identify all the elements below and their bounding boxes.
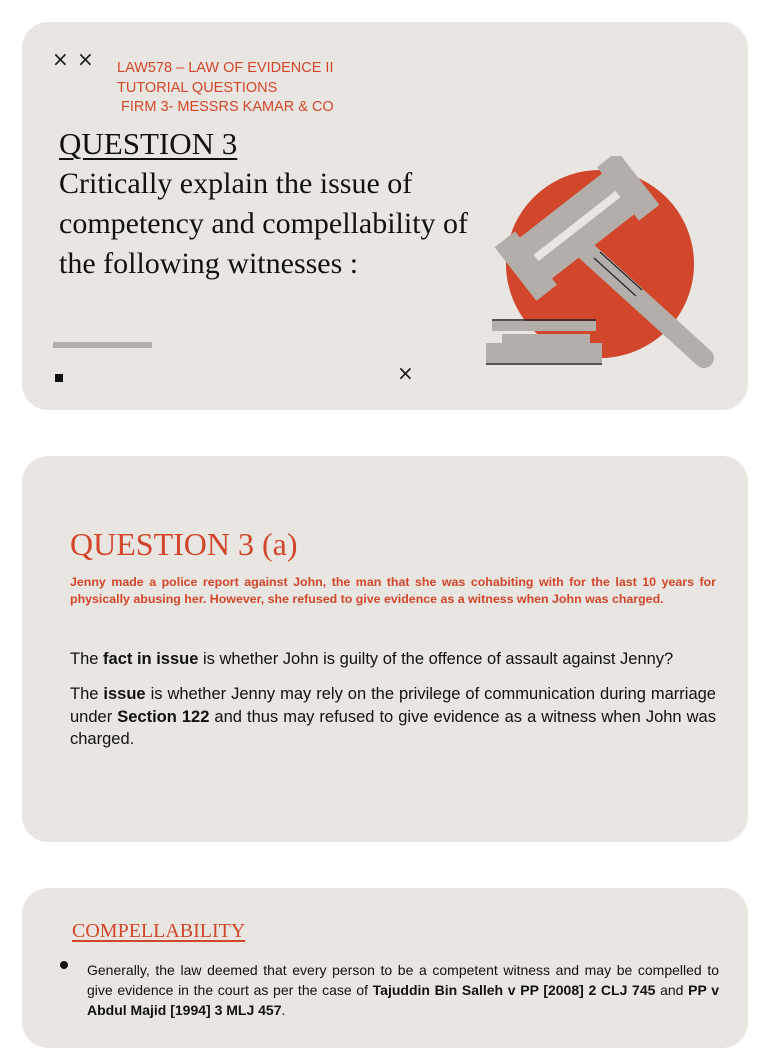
- list-item: Generally, the law deemed that every person to be a competent witness and may be compelled to give evidence in the court as per the case of Tajuddin Bin Salleh v PP [2008] 2 CLJ 745 and PP v Abdul Majid [1994] 3 MLJ 457.: [87, 962, 720, 1018]
- close-icon: ×: [52, 47, 69, 71]
- slide-question-3: [22, 22, 748, 410]
- bullet-icon: [60, 961, 68, 969]
- issue-paragraph: The issue is whether Jenny may rely on the privilege of communication during marriage under Section 122 and thus may refused to give evidence as a witness when John was charged.: [70, 685, 716, 748]
- question-prompt: Critically explain the issue of competency and compellability of the following witnesses :: [59, 167, 469, 280]
- firm-label: FIRM 3- MESSRS KAMAR & CO: [121, 99, 334, 115]
- section-title: QUESTION 3 (a): [70, 526, 298, 562]
- section-title: COMPELLABILITY: [72, 920, 246, 942]
- close-icon: ×: [397, 361, 414, 385]
- slide-compellability: [22, 888, 748, 1048]
- scenario-text: Jenny made a police report against John, the man that she was cohabiting with for the last 10 years for physically abusing her. However, she refused to give evidence as a witness when John was charged.: [70, 575, 716, 606]
- gavel-icon: [482, 156, 722, 371]
- square-bullet-icon: [55, 374, 63, 382]
- course-code: LAW578 – LAW OF EVIDENCE II: [117, 60, 334, 76]
- tutorial-label: TUTORIAL QUESTIONS: [117, 79, 278, 96]
- fact-in-issue-paragraph: The fact in issue is whether John is guilty of the offence of assault against Jenny?: [70, 650, 674, 668]
- close-icon: ×: [77, 47, 94, 71]
- course-header: [117, 59, 334, 118]
- divider: [53, 342, 152, 348]
- slide-question-3a: [22, 456, 748, 842]
- page-title: QUESTION 3: [59, 126, 238, 161]
